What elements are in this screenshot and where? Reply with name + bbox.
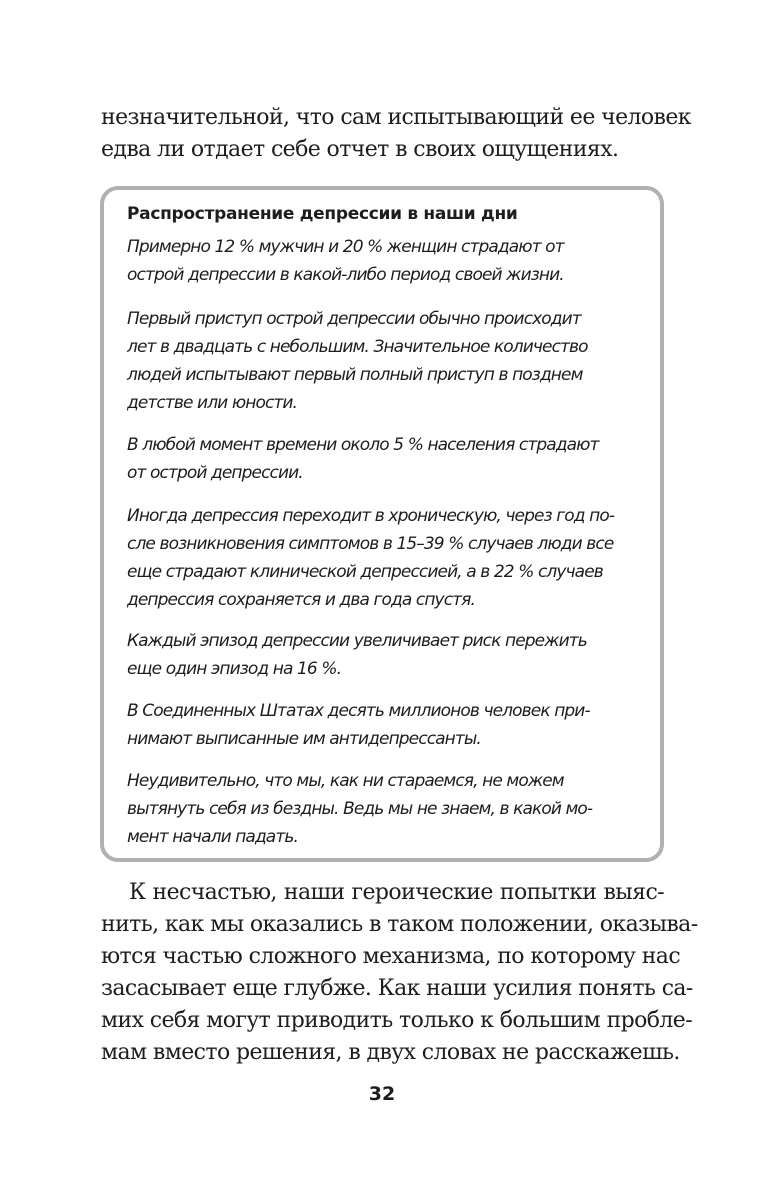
fact-3-line-2: от острой депрессии. — [127, 463, 303, 483]
fact-7-line-2: вытянуть себя из бездны. Ведь мы не знаем, в какой мо- — [127, 799, 593, 819]
fact-2-line-2: лет в двадцать с небольшим. Значительное количество — [127, 337, 588, 357]
fact-4-line-1: Иногда депрессия переходит в хроническую, через год по- — [127, 506, 615, 526]
fact-7-line-1: Неудивительно, что мы, как ни стараемся, не можем — [127, 771, 564, 791]
bottom-paragraph-line-5: мих себя могут приводить только к большим пробле- — [101, 1008, 693, 1033]
top-paragraph-line-2: едва ли отдает себе отчет в своих ощущениях. — [101, 137, 619, 162]
sidebar-box-title: Распространение депрессии в наши дни — [127, 204, 518, 224]
bottom-paragraph-line-2: нить, как мы оказались в таком положении, оказыва- — [101, 912, 698, 937]
fact-4-line-4: депрессия сохраняется и два года спустя. — [127, 590, 476, 610]
bottom-paragraph-line-1: К несчастью, наши героические попытки выяс- — [129, 880, 664, 905]
bottom-paragraph-line-3: ются частью сложного механизма, по которому нас — [101, 944, 681, 969]
fact-5-line-1: Каждый эпизод депрессии увеличивает риск пережить — [127, 631, 587, 651]
fact-2-line-3: людей испытывают первый полный приступ в позднем — [127, 365, 583, 385]
fact-5-line-2: еще один эпизод на 16 %. — [127, 659, 342, 679]
bottom-paragraph-line-6: мам вместо решения, в двух словах не расскажешь. — [101, 1040, 680, 1065]
fact-7-line-3: мент начали падать. — [127, 827, 298, 847]
fact-4-line-2: сле возникновения симптомов в 15–39 % случаев люди все — [127, 534, 614, 554]
fact-1-line-1: Примерно 12 % мужчин и 20 % женщин страдают от — [127, 237, 564, 257]
fact-3-line-1: В любой момент времени около 5 % населения страдают — [127, 435, 599, 455]
top-paragraph-line-1: незначительной, что сам испытывающий ее человек — [101, 105, 691, 130]
fact-4-line-3: еще страдают клинической депрессией, а в 22 % случаев — [127, 562, 603, 582]
fact-1-line-2: острой депрессии в какой-либо период своей жизни. — [127, 265, 564, 285]
bottom-paragraph-line-4: засасывает еще глубже. Как наши усилия понять са- — [101, 976, 693, 1001]
page-number: 32 — [368, 1083, 396, 1105]
fact-6-line-1: В Соединенных Штатах десять миллионов человек при- — [127, 701, 590, 721]
fact-2-line-1: Первый приступ острой депрессии обычно происходит — [127, 309, 581, 329]
fact-6-line-2: нимают выписанные им антидепрессанты. — [127, 729, 481, 749]
fact-2-line-4: детстве или юности. — [127, 393, 298, 413]
